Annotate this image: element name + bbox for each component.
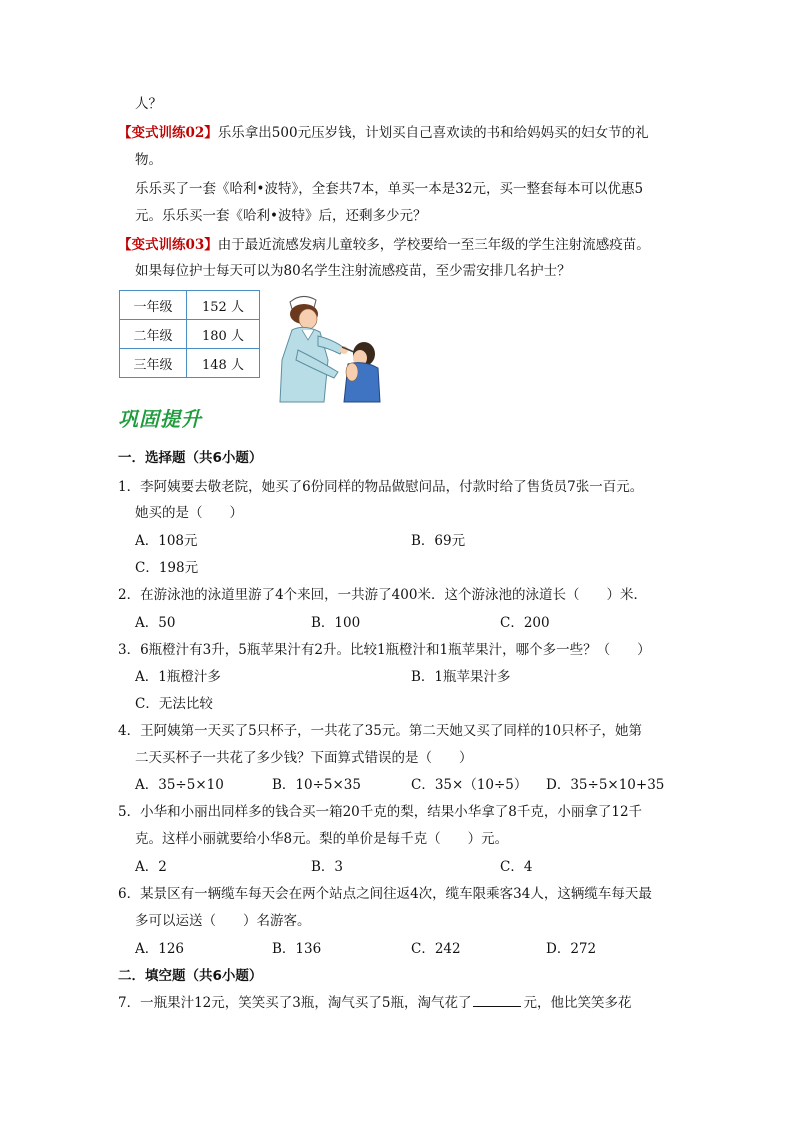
variant-03-line2: 如果每位护士每天可以为80名学生注射流感疫苗，至少需安排几名护士？ — [135, 263, 571, 279]
q1-option-b: B．69元 — [411, 533, 466, 549]
variant-03-tag: 【变式训练03】 — [118, 237, 218, 253]
q2-option-b: B．100 — [311, 615, 361, 631]
q3-option-a: A．1瓶橙汁多 — [135, 669, 221, 685]
variant-02-line3: 乐乐买了一套《哈利•波特》，全套共7本，单买一本是32元，买一整套每本可以优惠5 — [135, 181, 644, 197]
q5-option-b: B．3 — [311, 859, 344, 875]
q6-option-d: D．272 — [546, 941, 597, 957]
q1-line1: 1．李阿姨要去敬老院，她买了6份同样的物品做慰问品，付款时给了售货员7张一百元。 — [118, 479, 644, 495]
q5-option-c: C．4 — [500, 859, 533, 875]
count-cell: 148 人 — [187, 349, 260, 378]
q7-text-before: 7．一瓶果汁12元，笑笑买了3瓶，淘气买了5瓶，淘气花了 — [118, 995, 472, 1011]
prev-question-fragment: 人？ — [135, 96, 162, 112]
grade-cell: 三年级 — [120, 349, 187, 378]
q1-option-a: A．108元 — [135, 533, 198, 549]
q2-line1: 2．在游泳池的泳道里游了4个来回，一共游了400米．这个游泳池的泳道长（ ）米． — [118, 587, 647, 603]
q1-line2: 她买的是（ ） — [135, 505, 243, 521]
table-row — [120, 291, 260, 320]
section-title: 巩固提升 — [118, 407, 202, 431]
part2-heading: 二．填空题（共6小题） — [118, 968, 263, 984]
count-cell: 180 人 — [187, 320, 260, 349]
variant-03-line1 — [118, 236, 650, 254]
q4-option-d: D．35÷5×10+35 — [546, 777, 665, 793]
variant-02-line4: 元。乐乐买一套《哈利•波特》后，还剩多少元？ — [135, 208, 427, 224]
grade-cell: 一年级 — [120, 291, 187, 320]
q4-line1: 4．王阿姨第一天买了5只杯子，一共花了35元。第二天她又买了同样的10只杯子，她第 — [118, 723, 643, 739]
q5-option-a: A．2 — [135, 859, 167, 875]
q2-option-c: C．200 — [500, 615, 550, 631]
variant-02-line2: 物。 — [135, 152, 162, 168]
q5-line1: 5．小华和小丽出同样多的钱合买一箱20千克的梨，结果小华拿了8千克，小丽拿了12千 — [118, 804, 643, 820]
q4-option-a: A．35÷5×10 — [135, 777, 224, 793]
variant-02-tag: 【变式训练02】 — [118, 125, 218, 141]
q6-option-a: A．126 — [135, 941, 185, 957]
variant-02-text1: 乐乐拿出500元压岁钱，计划买自己喜欢读的书和给妈妈买的妇女节的礼 — [217, 125, 649, 141]
q6-line1: 6．某景区有一辆缆车每天会在两个站点之间往返4次，缆车限乘客34人，这辆缆车每天最 — [118, 886, 652, 902]
q7-text-after: 元，他比笑笑多花 — [523, 995, 632, 1011]
q6-line2: 多可以运送（ ）名游客。 — [135, 913, 311, 929]
q4-option-c: C．35×（10÷5） — [411, 777, 528, 793]
table-row — [120, 349, 260, 378]
q7-answer-blank[interactable] — [473, 994, 521, 1007]
q7-line1 — [118, 994, 631, 1012]
q2-option-a: A．50 — [135, 615, 176, 631]
q6-option-b: B．136 — [272, 941, 322, 957]
q5-line2: 克。这样小丽就要给小华8元。梨的单价是每千克（ ）元。 — [135, 831, 509, 847]
count-cell: 152 人 — [187, 291, 260, 320]
q1-option-c: C．198元 — [135, 560, 199, 576]
variant-02-line1 — [118, 124, 649, 142]
table-row — [120, 320, 260, 349]
grade-cell: 二年级 — [120, 320, 187, 349]
nurse-vaccinating-child-illustration — [268, 290, 384, 404]
grade-student-table — [119, 290, 260, 378]
q4-line2: 二天买杯子一共花了多少钱？下面算式错误的是（ ） — [135, 750, 473, 766]
q3-option-b: B．1瓶苹果汁多 — [411, 669, 511, 685]
variant-03-text1: 由于最近流感发病儿童较多，学校要给一至三年级的学生注射流感疫苗。 — [217, 237, 650, 253]
part1-heading: 一．选择题（共6小题） — [118, 450, 263, 466]
q3-option-c: C．无法比较 — [135, 696, 213, 712]
q4-option-b: B．10÷5×35 — [272, 777, 361, 793]
q6-option-c: C．242 — [411, 941, 461, 957]
q3-line1: 3．6瓶橙汁有3升，5瓶苹果汁有2升。比较1瓶橙汁和1瓶苹果汁，哪个多一些？（ ） — [118, 642, 651, 658]
